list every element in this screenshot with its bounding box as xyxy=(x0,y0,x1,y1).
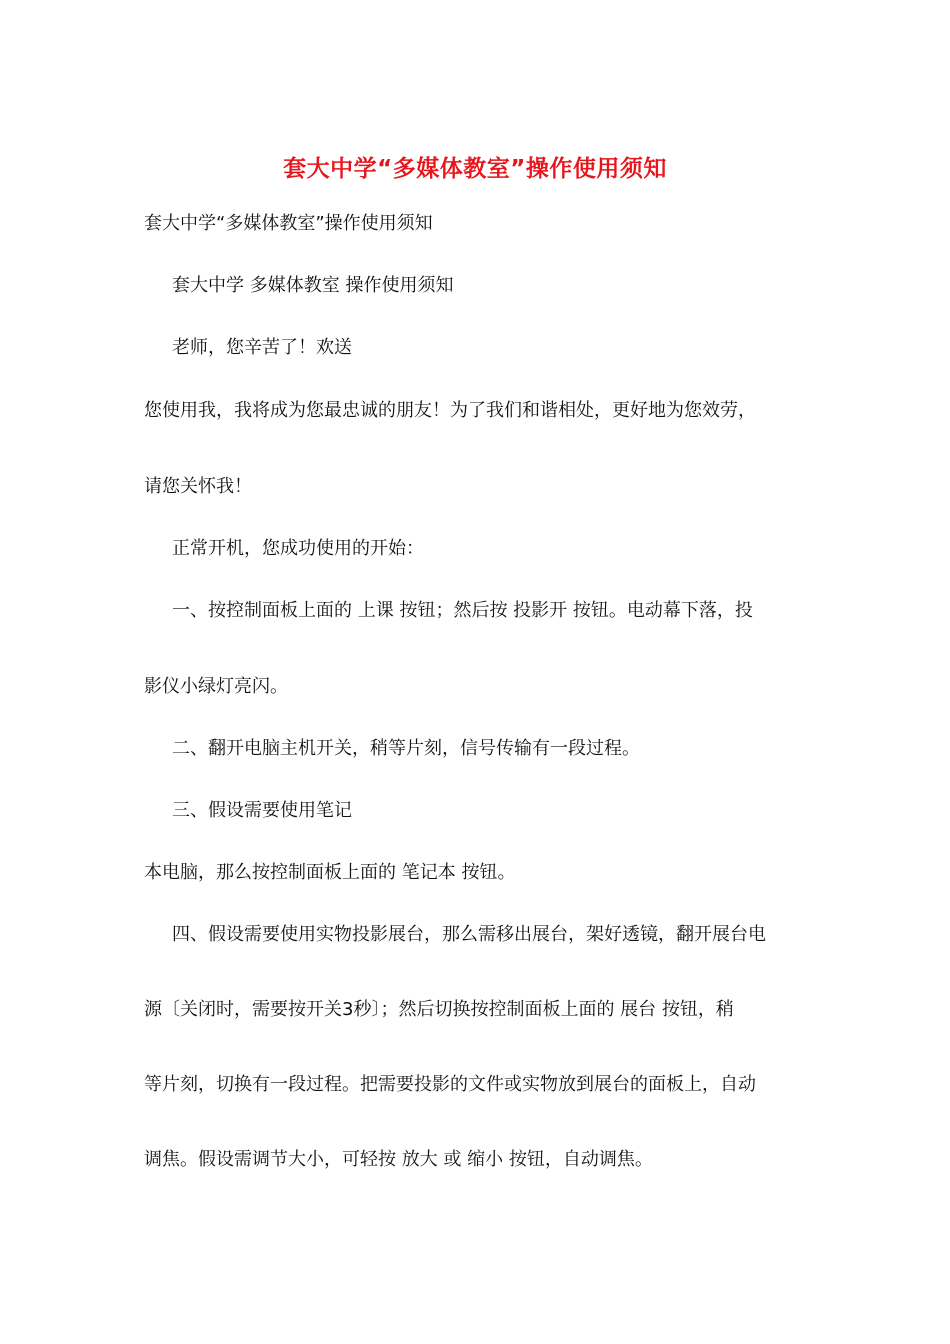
text-line: 正常开机，您成功使用的开始： xyxy=(172,538,424,559)
text-line-subtitle: 套大中学“多媒体教室”操作使用须知 xyxy=(144,213,433,234)
text-line: 等片刻，切换有一段过程。把需要投影的文件或实物放到展台的面板上，自动 xyxy=(144,1074,756,1095)
text-line-step-3: 三、假设需要使用笔记 xyxy=(172,800,352,821)
text-line: 请您关怀我！ xyxy=(144,476,252,497)
text-line: 您使用我，我将成为您最忠诚的朋友！为了我们和谐相处，更好地为您效劳， xyxy=(144,400,756,421)
text-line-heading: 套大中学 多媒体教室 操作使用须知 xyxy=(172,275,454,296)
text-line: 源〔关闭时，需要按开关3秒〕；然后切换按控制面板上面的 展台 按钮，稍 xyxy=(144,999,734,1020)
text-line: 本电脑，那么按控制面板上面的 笔记本 按钮。 xyxy=(144,862,516,883)
text-line: 调焦。假设需调节大小，可轻按 放大 或 缩小 按钮，自动调焦。 xyxy=(144,1149,653,1170)
document-title: 套大中学“多媒体教室”操作使用须知 xyxy=(283,156,667,182)
text-line-step-4: 四、假设需要使用实物投影展台，那么需移出展台，架好透镜，翻开展台电 xyxy=(172,924,766,945)
text-line-step-2: 二、翻开电脑主机开关，稍等片刻，信号传输有一段过程。 xyxy=(172,738,640,759)
text-line-greeting: 老师，您辛苦了！欢送 xyxy=(172,337,352,358)
text-line-step-1: 一、按控制面板上面的 上课 按钮；然后按 投影开 按钮。电动幕下落，投 xyxy=(172,600,753,621)
text-line: 影仪小绿灯亮闪。 xyxy=(144,676,288,697)
